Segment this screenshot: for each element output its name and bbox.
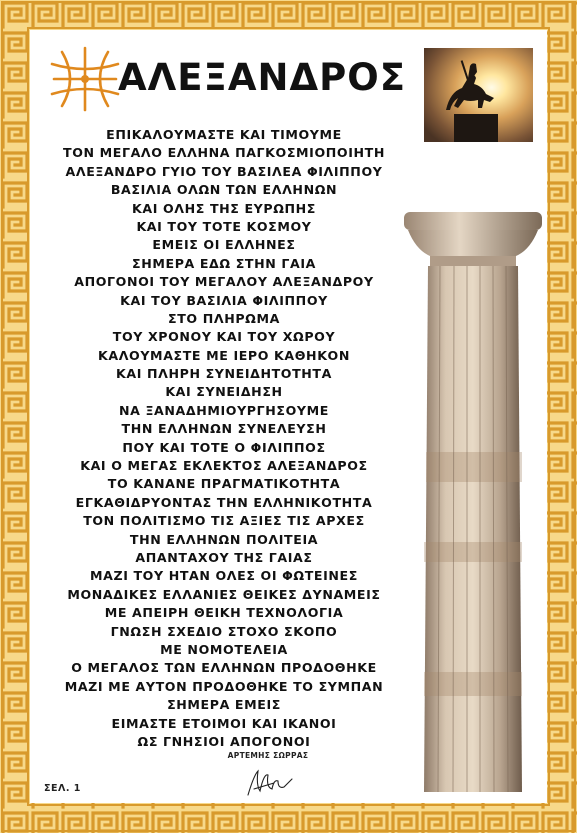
poem-line: Ο ΜΕΓΑΛΟΣ ΤΩΝ ΕΛΛΗΝΩΝ ΠΡΟΔΟΘΗΚΕ <box>71 660 377 676</box>
poem-line: ΓΝΩΣΗ ΣΧΕΔΙΟ ΣΤΟΧΟ ΣΚΟΠΟ <box>110 623 338 639</box>
poem-line: ΜΕ ΑΠΕΙΡΗ ΘΕΙΚΗ ΤΕΧΝΟΛΟΓΙΑ <box>104 605 344 621</box>
poem-line: ΠΟΥ ΚΑΙ ΤΟΤΕ Ο ΦΙΛΙΠΠΟΣ <box>122 439 326 455</box>
poem-line: ΚΑΙ ΣΥΝΕΙΔΗΣΗ <box>165 384 283 400</box>
poem-line: ΝΑ ΞΑΝΑΔΗΜΙΟΥΡΓΗΣΟΥΜΕ <box>119 402 329 418</box>
document-title: ΑΛΕΞΑΝΔΡΟΣ <box>118 56 407 99</box>
poem-line: ΤΗΝ ΕΛΛΗΝΩΝ ΣΥΝΕΛΕΥΣΗ <box>121 421 327 437</box>
poem-line: ΑΠΟΓΟΝΟΙ ΤΟΥ ΜΕΓΑΛΟΥ ΑΛΕΞΑΝΔΡΟΥ <box>74 274 374 290</box>
poem-line: ΕΓΚΑΘΙΔΡΥΟΝΤΑΣ ΤΗΝ ΕΛΛΗΝΙΚΟΤΗΤΑ <box>75 494 373 510</box>
poem-line: ΕΠΙΚΑΛΟΥΜΑΣΤΕ ΚΑΙ ΤΙΜΟΥΜΕ <box>106 127 342 142</box>
poem-line: ΜΟΝΑΔΙΚΕΣ ΕΛΛΑΝΙΕΣ ΘΕΙΚΕΣ ΔΥΝΑΜΕΙΣ <box>67 586 381 602</box>
poem-line: ΚΑΙ ΤΟΥ ΤΟΤΕ ΚΟΣΜΟΥ <box>136 218 312 234</box>
poem-line: ΣΤΟ ΠΛΗΡΩΜΑ <box>168 310 280 326</box>
poem-line: ΣΗΜΕΡΑ ΕΔΩ ΣΤΗΝ ΓΑΙΑ <box>132 255 316 271</box>
poem-line: ΕΙΜΑΣΤΕ ΕΤΟΙΜΟΙ ΚΑΙ ΙΚΑΝΟΙ <box>111 715 337 731</box>
poem-line: ΜΑΖΙ ΤΟΥ ΗΤΑΝ ΟΛΕΣ ΟΙ ΦΩΤΕΙΝΕΣ <box>90 568 358 584</box>
poem-line: ΚΑΙ ΟΛΗΣ ΤΗΣ ΕΥΡΩΠΗΣ <box>131 200 316 216</box>
poem-line: ΣΗΜΕΡΑ ΕΜΕΙΣ <box>167 697 281 713</box>
poem-line: ΤΟΝ ΠΟΛΙΤΙΣΜΟ ΤΙΣ ΑΞΙΕΣ ΤΙΣ ΑΡΧΕΣ <box>83 513 365 529</box>
poem-line: ΕΜΕΙΣ ΟΙ ΕΛΛΗΝΕΣ <box>152 237 296 253</box>
handwritten-signature <box>244 765 294 799</box>
poem-line: ΚΑΙ ΠΛΗΡΗ ΣΥΝΕΙΔΗΤΟΤΗΤΑ <box>116 366 332 382</box>
poem-line: ΤΗΝ ΕΛΛΗΝΩΝ ΠΟΛΙΤΕΙΑ <box>129 531 319 547</box>
poem-line: ΑΛΕΞΑΝΔΡΟ ΓΥΙΟ ΤΟΥ ΒΑΣΙΛΕΑ ΦΙΛΙΠΠΟΥ <box>65 163 383 179</box>
vergina-style-star-icon <box>48 42 122 116</box>
poem-line: ΒΑΣΙΛΙΑ ΟΛΩΝ ΤΩΝ ΕΛΛΗΝΩΝ <box>110 182 338 198</box>
poem-line: ΑΠΑΝΤΑΧΟΥ ΤΗΣ ΓΑΙΑΣ <box>135 549 313 565</box>
poem-line: ΚΑΙ ΤΟΥ ΒΑΣΙΛΙΑ ΦΙΛΙΠΠΟΥ <box>120 292 328 308</box>
page-number: ΣΕΛ. 1 <box>44 783 81 794</box>
poem-line: ΤΟΥ ΧΡΟΝΟΥ ΚΑΙ ΤΟΥ ΧΩΡΟΥ <box>112 329 336 345</box>
author-name: ΑΡΤΕΜΗΣ ΣΩΡΡΑΣ <box>227 751 309 760</box>
poem-line: ΚΑΙ Ο ΜΕΓΑΣ ΕΚΛΕΚΤΟΣ ΑΛΕΞΑΝΔΡΟΣ <box>80 458 368 474</box>
poem-line: ΜΕ ΝΟΜΟΤΕΛΕΙΑ <box>160 641 288 657</box>
poem-line: ΚΑΛΟΥΜΑΣΤΕ ΜΕ ΙΕΡΟ ΚΑΘΗΚΟΝ <box>97 347 351 363</box>
poem-line: ΜΑΖΙ ΜΕ ΑΥΤΟΝ ΠΡΟΔΟΘΗΚΕ ΤΟ ΣΥΜΠΑΝ <box>64 678 384 694</box>
poem-text <box>22 126 426 751</box>
poem-line: ΤΟΝ ΜΕΓΑΛΟ ΕΛΛΗΝΑ ΠΑΓΚΟΣΜΙΟΠΟΙΗΤΗ <box>63 145 385 161</box>
poem-line: ΤΟ ΚΑΝΑΝΕ ΠΡΑΓΜΑΤΙΚΟΤΗΤΑ <box>107 476 341 492</box>
poem-line: ΩΣ ΓΝΗΣΙΟΙ ΑΠΟΓΟΝΟΙ <box>137 733 311 749</box>
alexander-equestrian-statue-photo <box>424 48 533 142</box>
